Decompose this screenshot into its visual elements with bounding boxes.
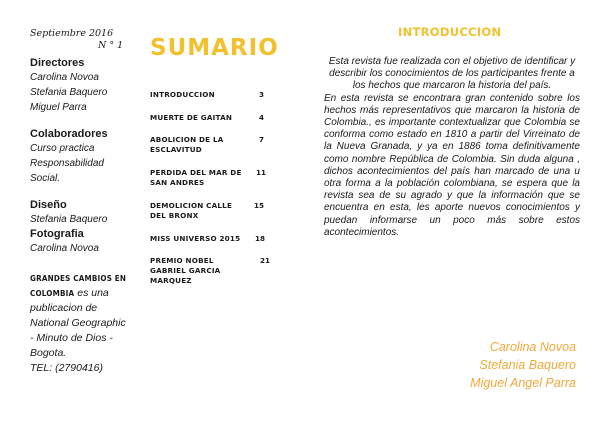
toc-item-label: DEMOLICION CALLE DEL BRONX <box>150 201 233 220</box>
toc-item-label: PREMIO NOBEL GABRIEL GARCIA MARQUEZ <box>150 256 221 285</box>
designer-name: Stefania Baquero <box>30 214 108 225</box>
directors-heading: Directores <box>30 57 85 69</box>
issue-date: Septiembre 2016 <box>30 28 114 39</box>
issue-number: N ° 1 <box>98 40 124 51</box>
director-name: Carolina Novoa <box>30 72 99 83</box>
director-name: Stefania Baquero <box>30 87 108 98</box>
toc-item[interactable] <box>150 256 270 286</box>
toc-item-page: 21 <box>260 256 271 265</box>
publication-text: es una publicacion de National Geographic - Minuto de Dios - Bogota. <box>30 287 126 359</box>
authors-signature <box>470 338 576 392</box>
toc-item-label: MUERTE DE GAITAN <box>150 113 233 122</box>
toc-item-page: 15 <box>254 201 265 210</box>
introduction-paragraph: Esta revista fue realizada con el objetivo de identificar y describir los conocimientos de los participantes frente a los hechos que marcaron la historia del país. <box>328 56 576 92</box>
introduction-title: INTRODUCCION <box>398 25 502 39</box>
photographer-name: Carolina Novoa <box>30 243 99 254</box>
introduction-body <box>324 56 580 239</box>
author-name: Carolina Novoa <box>489 340 576 354</box>
introduction-paragraph: En esta revista se encontrara gran contenido sobre los hechos más representativos que marcaron la historia de Colombia., es importante contextualizar que Colombia se conforma como estado en 1810 a partir del Virreinato de la Nueva Granada, y ya en 1886 toma definitivamente como nombre República de Colombia. Sin duda alguna , dichos acontecimientos del país han marcado de una u otra forma a la población colombiana, se espera que la revista sea de su agrado y que la información que se encuentra en esta, les aporte nuevos conocimientos y puedan informarse un poco más sobre estos acontecimientos. <box>324 92 580 238</box>
collaborators-heading: Colaboradores <box>30 128 108 140</box>
toc-item-page: 7 <box>259 135 265 144</box>
sumario-title: SUMARIO <box>150 35 279 61</box>
toc-item[interactable] <box>150 234 270 244</box>
toc-item-page: 11 <box>256 168 267 177</box>
toc-item-page: 3 <box>259 90 265 99</box>
collaborator-line: Responsabilidad <box>30 158 104 169</box>
toc-item-label: MISS UNIVERSO 2015 <box>150 234 241 243</box>
toc-item[interactable] <box>150 113 270 123</box>
toc-item[interactable] <box>150 168 270 188</box>
toc-item-page: 18 <box>255 234 266 243</box>
phone-number: TEL: (2790416) <box>30 362 103 374</box>
director-name: Miguel Parra <box>30 102 87 113</box>
toc-item-label: INTRODUCCION <box>150 90 215 99</box>
author-name: Miguel Angel Parra <box>470 376 576 390</box>
magazine-name: GRANDES CAMBIOS EN COLOMBIA <box>30 274 127 298</box>
toc-item[interactable] <box>150 90 270 100</box>
photo-heading: Fotografia <box>30 228 84 240</box>
collaborator-line: Social. <box>30 173 61 184</box>
toc-item-label: PERDIDA DEL MAR DE SAN ANDRES <box>150 168 242 187</box>
toc-item[interactable] <box>150 201 270 221</box>
toc-item-page: 4 <box>259 113 265 122</box>
toc-item-label: ABOLICION DE LA ESCLAVITUD <box>150 135 224 154</box>
publication-info <box>30 271 130 376</box>
author-name: Stefania Baquero <box>479 358 576 372</box>
design-heading: Diseño <box>30 199 67 211</box>
collaborator-line: Curso practica <box>30 143 95 154</box>
credits-column <box>30 28 130 256</box>
toc-item[interactable] <box>150 135 270 155</box>
